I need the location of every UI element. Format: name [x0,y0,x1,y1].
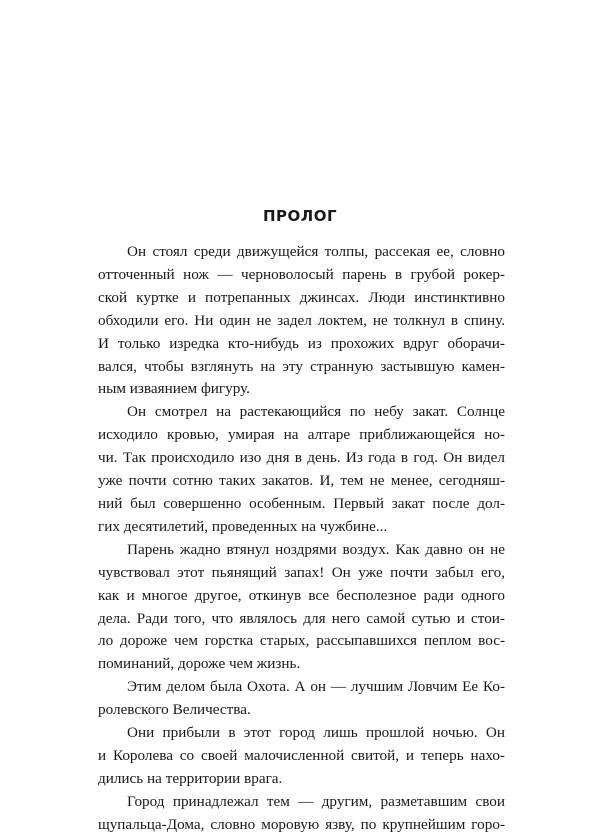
paragraph [98,241,505,401]
text-line: ний был совершенно особенным. Первый закат после дол- [98,494,505,512]
text-line: щупальца-Дома, словно моровую язву, по крупнейшим горо- [98,815,505,833]
text-line: отточенный нож — черноволосый парень в грубой рокер- [98,265,505,283]
paragraph [98,401,505,538]
text-line: Они прибыли в этот город лишь прошлой ночью. Он [127,724,505,742]
text-line: и Королева со своей малочисленной свитой, и теперь нахо- [98,746,505,764]
text-line: Парень жадно втянул ноздрями воздух. Как давно он не [127,540,505,558]
text-line: обходили его. Ни один не задел локтем, не толкнул в спину. [98,311,505,329]
paragraph [98,539,505,676]
text-line: Город принадлежал тем — другим, разметавшим свои [127,792,505,810]
body-text [98,241,505,837]
text-line: дела. Ради того, что являлось для него самой сутью и стои- [98,609,505,627]
text-line: чи. Так происходило изо дня в день. Из года в год. Он видел [98,449,505,467]
text-line: поминаний, дороже чем жизнь. [98,655,301,673]
paragraph [98,722,505,791]
text-line: гих десятилетий, проведенных на чужбине... [98,517,388,535]
text-line: исходило кровью, умирая на алтаре приближающейся но- [98,426,505,444]
text-line: ло дороже чем горстка старых, рассыпавшихся пеплом вос- [98,632,505,650]
text-line: ным изваянием фигуру. [98,380,251,398]
text-line: Он стоял среди движущейся толпы, рассекая ее, словно [127,243,505,260]
text-line: Этим делом была Охота. А он — лучшим Ловчим Ее Ко- [127,678,505,696]
chapter-title: ПРОЛОГ [262,207,338,225]
paragraph [98,791,505,837]
text-line: чувствовал этот пьянящий запах! Он уже почти забыл его, [98,563,505,581]
text-line: ролевского Величества. [98,701,251,719]
text-line: как и многое другое, откинув все бесполезное ради одного [98,586,505,604]
text-line: дились на территории врага. [98,769,283,787]
text-line: ской куртке и потрепанных джинсах. Люди инстинктивно [98,288,505,306]
text-line: Он смотрел на растекающийся по небу закат. Солнце [127,403,505,421]
paragraph [98,676,505,722]
text-line: И только изредка кто-нибудь из прохожих вдруг оборачи- [98,334,505,352]
text-line: уже почти сотню таких закатов. И, тем не менее, сегодняш- [98,472,505,490]
text-line: вался, чтобы взглянуть на эту странную застывшую камен- [98,357,505,375]
